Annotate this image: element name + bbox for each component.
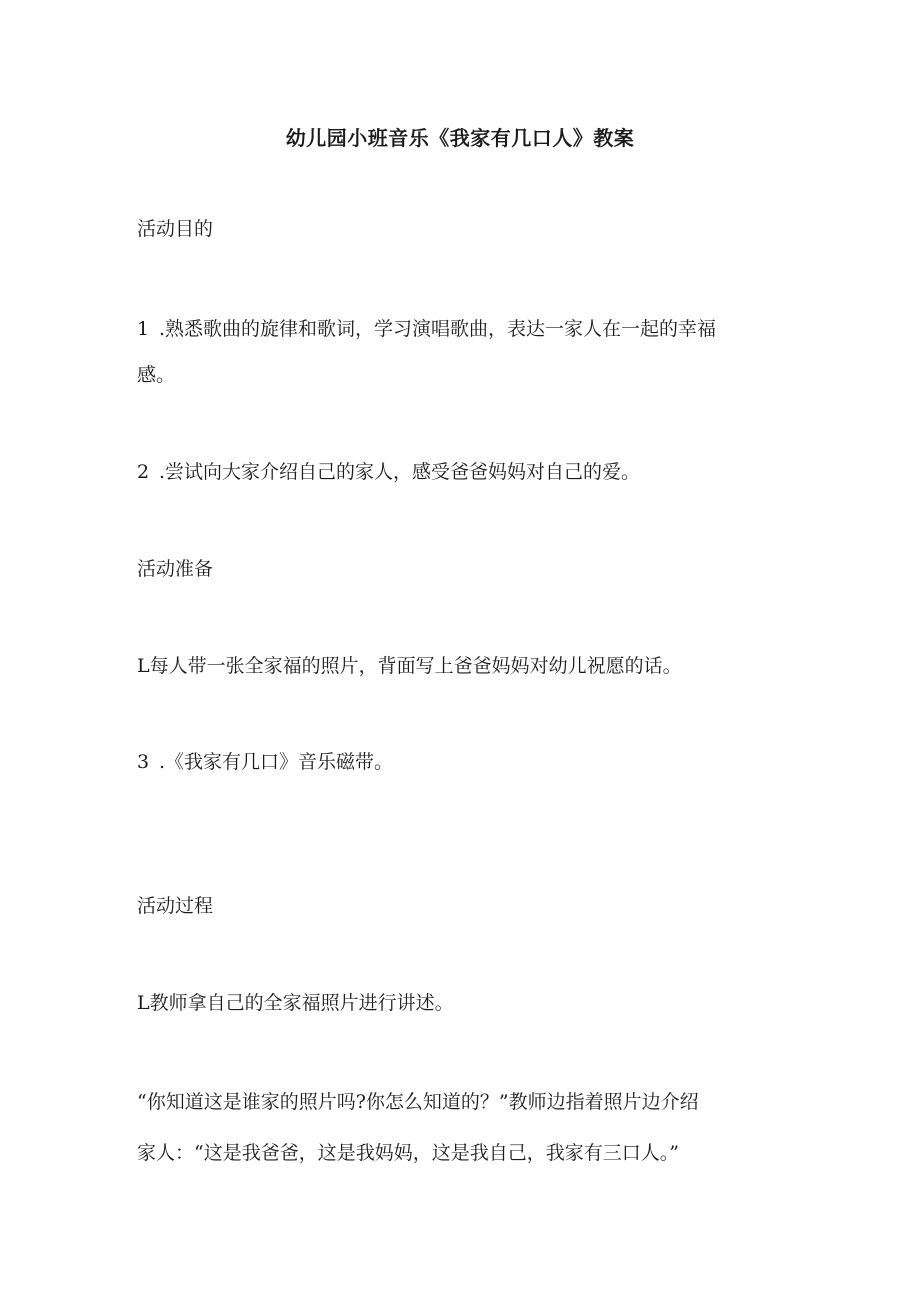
prep-item-1: L每人带一张全家福的照片，背面写上爸爸妈妈对幼儿祝愿的话。 <box>137 655 682 677</box>
goal-item-2-text: .尝试向大家介绍自己的家人，感受爸爸妈妈对自己的爱。 <box>159 461 641 483</box>
process-quote-line-1: “你知道这是谁家的照片吗?你怎么知道的？”教师边指着照片边介绍 <box>137 1091 699 1113</box>
process-step-1: L教师拿自己的全家福照片进行讲述。 <box>137 992 454 1014</box>
goal-item-1-number: 1 <box>137 318 150 340</box>
prep-item-3-text: .《我家有几口》音乐磁带。 <box>159 751 394 773</box>
section-heading-process: 活动过程 <box>137 895 214 917</box>
section-heading-prep: 活动准备 <box>137 558 214 580</box>
section-heading-goal: 活动目的 <box>137 218 214 240</box>
process-quote-line-2: 家人：“这是我爸爸，这是我妈妈，这是我自己，我家有三口人。” <box>137 1142 679 1164</box>
goal-item-2 <box>137 459 777 485</box>
goal-item-1-line-1 <box>137 316 777 342</box>
goal-item-1-text: .熟悉歌曲的旋律和歌词，学习演唱歌曲，表达一家人在一起的幸福 <box>159 318 717 340</box>
goal-item-1-line-2: 感。 <box>137 364 176 386</box>
goal-item-2-number: 2 <box>137 461 150 483</box>
document-title: 幼儿园小班音乐《我家有几口人》教案 <box>285 126 635 150</box>
prep-item-3 <box>137 749 777 775</box>
prep-item-3-number: 3 <box>137 751 150 773</box>
